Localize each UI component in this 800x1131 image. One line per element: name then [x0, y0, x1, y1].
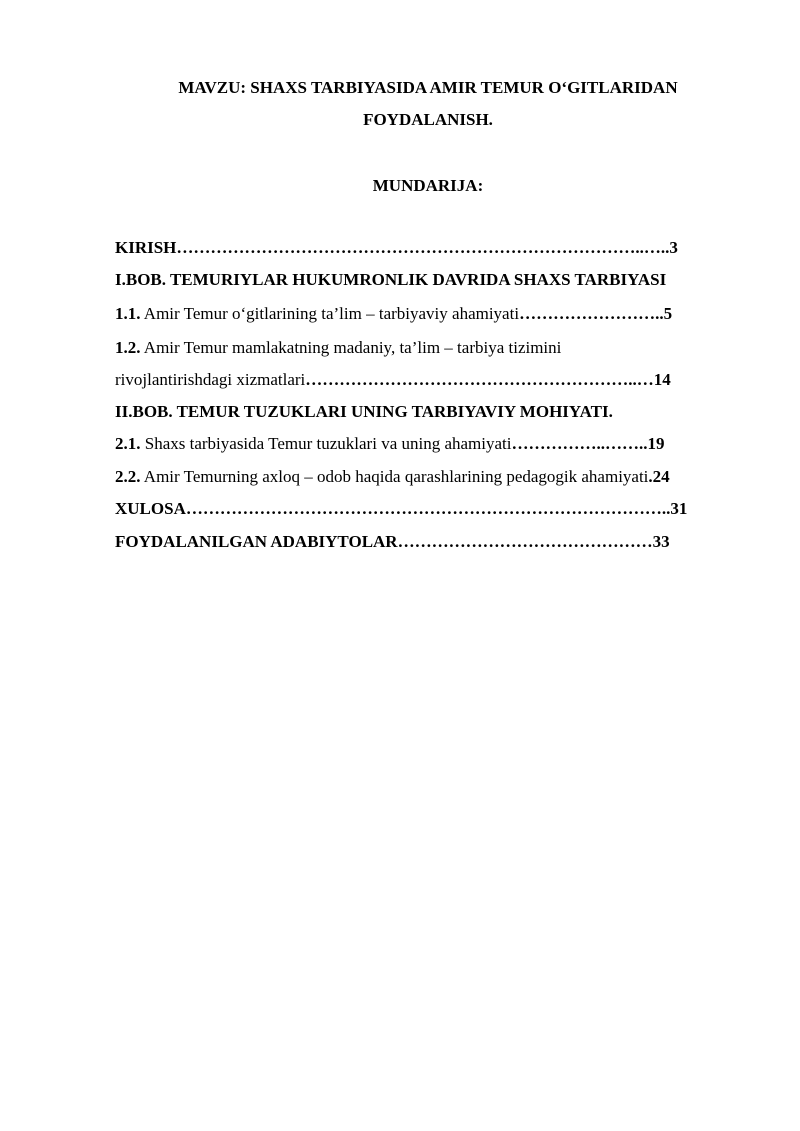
toc-entry-title: Amir Temur mamlakatning madaniy, ta’lim – tarbiya tizimini — [140, 338, 562, 357]
toc-entry-title: Amir Temur o‘gitlarining ta’lim – tarbiyaviy ahamiyati — [140, 304, 520, 323]
toc-entry-2-2 — [115, 467, 670, 487]
toc-entry-number: 2.2. — [115, 467, 141, 486]
toc-entry-page: ……………………..5 — [519, 304, 673, 323]
toc-entry-kirish: KIRISH………………………………………………………………………..…..3 — [115, 238, 678, 257]
toc-entry-1-2-line-2 — [115, 370, 671, 390]
document-title-line-1: MAVZU: SHAXS TARBIYASIDA AMIR TEMUR O‘GITLARIDAN — [178, 78, 678, 97]
toc-entry-number: 1.1. — [115, 304, 141, 323]
toc-entry-title: Shaxs tarbiyasida Temur tuzuklari va uning ahamiyati — [140, 434, 512, 453]
toc-entry-number: 2.1. — [115, 434, 141, 453]
contents-heading: MUNDARIJA: — [372, 176, 484, 195]
toc-chapter-2-heading: II.BOB. TEMUR TUZUKLARI UNING TARBIYAVIY MOHIYATI. — [115, 402, 613, 421]
toc-entry-1-1 — [115, 304, 672, 324]
toc-entry-title: Amir Temurning axloq – odob haqida qarashlarining pedagogik ahamiyati — [140, 467, 649, 486]
toc-entry-bibliography: FOYDALANILGAN ADABIYTOLAR………………………………………33 — [115, 532, 670, 551]
toc-entry-page: ……………..……..19 — [511, 434, 665, 453]
toc-entry-page: …………………………………………………..…14 — [305, 370, 671, 389]
toc-entry-number: 1.2. — [115, 338, 141, 357]
toc-entry-title: rivojlantirishdagi xizmatlari — [115, 370, 306, 389]
document-title-line-2: FOYDALANISH. — [363, 110, 493, 129]
toc-chapter-1-heading: I.BOB. TEMURIYLAR HUKUMRONLIK DAVRIDA SHAXS TARBIYASI — [115, 270, 667, 289]
toc-entry-2-1 — [115, 434, 665, 454]
toc-entry-xulosa: XULOSA…………………………………………………………………………..31 — [115, 499, 688, 518]
toc-entry-1-2-line-1 — [115, 338, 561, 358]
toc-entry-page: .24 — [648, 467, 670, 486]
